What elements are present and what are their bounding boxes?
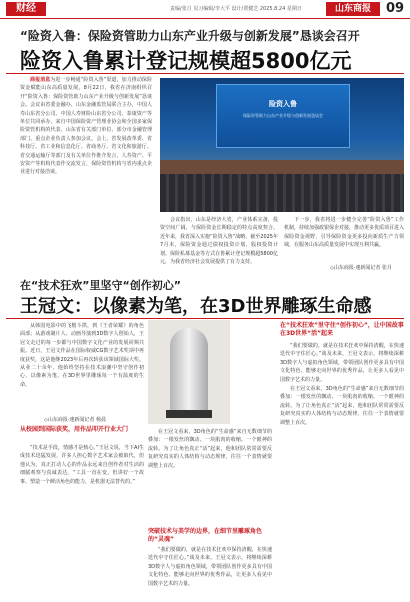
award-trophy-photo (148, 320, 230, 424)
divider (6, 73, 404, 74)
story2-col1-text: 从韩国电影中的飞檐斗拱，到《王者荣耀》的角色面部；从游戏制片人、动画导演到3D数字人创始人，王冠文走过的每一步都与中国数字文化产业的发展同频共振。近日，王冠文作品在国际权威CG数字艺术奖项中再度获奖，这是他继2023年后再次斩获该领域国际大奖。从业二十余年，他始终坚持在技术浪潮中坚守创作初心，以像素为笔，在3D世界里雕琢每一个有温度的生命。 (20, 323, 144, 388)
story2-col3-text: 在王冠文看来，3D角色的“生命感”来自无数细节的叠加：一根发丝的飘动、一块肌肉的收缩、一个眼神的流转。为了让角色真正“活”起来，他和团队常常需要反复研究真实的人体结构与动态规律，往往一个表情就要调整上百次。 (148, 429, 272, 469)
screen-title: 险资入鲁 (269, 100, 297, 108)
newspaper-brand: 山东商报 (326, 2, 380, 16)
story2-column-3 (280, 342, 404, 596)
trophy (170, 328, 208, 412)
page-number: 09 (386, 1, 405, 16)
story2-headline: 王冠文：以像素为笔，在3D世界雕琢生命感 (20, 296, 372, 317)
story2-col4-cont: 在王冠文看来，3D角色的“生命感”来自无数细节的叠加：一根发丝的飘动、一块肌肉的收缩、一个眼神的流转。为了让角色真正“活”起来，他和团队常常需要反复研究真实的人体结构与动态规律，往往一个表情就要调整上百次。 (280, 386, 404, 426)
story1-column-2 (160, 216, 278, 266)
story2-byline: ◇山东商报·速新闻记者 杨晨 (44, 417, 107, 423)
story2-column-1b (20, 444, 144, 596)
story2-col4-text: “我们要做的，就是在技术狂欢中保持清醒，在快速迭代中守住匠心。”谈及未来，王冠文表示，将继续深耕3D数字人与虚拟角色领域，带领团队创作更多具有中国文化特色、能够走向世界的优秀作品，让更多人看见中国数字艺术的力量。 (280, 343, 404, 383)
section-label: 财经 (6, 2, 46, 16)
story2-subheading-1: 从校园到国际获奖，用作品叩开行业大门 (20, 426, 129, 433)
conference-photo (160, 78, 404, 212)
story2-column-1 (20, 322, 144, 414)
story1-col1-text: 为进一步畅通“险资入鲁”渠道，加力推动保险资金赋能山东高质量发展，8月22日，我省在济南组织召开“险资入鲁：保险资管助力山东产业升级与创新发展”恳谈会。会议由省委金融办、山东金融监管局联合主办，中国人寿山东省分公司、中国人寿财险山东省分公司、泰康资产等单位共同承办。来自中国保险资产管理业协会和全国多家保险资管机构的代表，山东省有关部门单位、部分市金融管理部门、重点企业负责人参加会议。会上，省发展改革委、省科技厅、省工业和信息化厅、省商务厅、省文化和旅游厅、省交通运输厅等部门及有关单位作推介发言，人寿资产、平安资产等机构代表作交流发言，保险资管机构与省内重点企业进行对接洽谈。 (20, 77, 152, 176)
story1-lead: 商报消息 (30, 77, 51, 83)
story2-col2b-text: “我们要做的，就是在技术狂欢中保持清醒，在快速迭代中守住匠心。”谈及未来，王冠文表示，将继续深耕3D数字人与虚拟角色领域，带领团队创作更多具有中国文化特色、能够走向世界的优秀作品，让更多人看见中国数字艺术的力量。 (148, 547, 272, 587)
audience (160, 174, 404, 212)
editor-meta: 责编/张月 见习编辑/李大平 设计/贾健芝 2025.8.24 星期日 (170, 6, 302, 12)
story2-column-2 (148, 428, 272, 526)
story1-column-3 (284, 216, 404, 262)
page-header (0, 0, 410, 19)
story1-col3-text: 下一步，我省将进一步健全完善“险资入鲁”工作机制，持续加强政银保企对接，推动更多优质项目进入保险资金视野，引导保险资金更多投向新质生产力领域，在服务山东高质量发展中实现互利共赢。 (284, 217, 405, 249)
screen-subtitle: 保险资管助力山东产业升级与创新发展恳谈会 (243, 113, 323, 118)
story2-subheading-2: 突破技术与美学的边界，在细节里雕琢角色的“灵魂” (148, 528, 263, 543)
story1-kicker: “险资入鲁：保险资管助力山东产业升级与创新发展”恳谈会召开 (20, 29, 360, 43)
stage-screen (216, 84, 350, 148)
story1-col2-text: 会议指出，山东是经济大省，产业体系完备，投资空间广阔，与保险资金长期稳定的特点高度契合。近年来，我省深入实施“险资入鲁”战略，截至2025年7月末，保险资金通过债权投资计划、股权投资计划、保险私募基金等方式在鲁累计登记规模超5800亿元，为我省经济社会发展提供了有力支持。 (160, 217, 278, 266)
story2-subheading-3: 在“技术狂欢”里守住“创作初心”，让中国故事在3D世界“活”起来 (280, 322, 404, 337)
story1-column-1 (20, 76, 152, 260)
story1-headline: 险资入鲁累计登记规模超5800亿元 (20, 49, 352, 73)
trophy-base (166, 410, 212, 418)
story1-byline: ◇山东商报·速新闻记者 张月 (330, 265, 393, 271)
stage-table (160, 160, 404, 174)
divider (6, 318, 404, 319)
story2-kicker: 在“技术狂欢”里坚守“创作初心” (20, 279, 181, 292)
story2-col2-text: “技术是手段，情感才是核心。”王冠文说，当下AI生成技术迅猛发展，许多人担心数字艺术家会被取代，但他认为，真正打动人心的作品永远来自创作者对生活的细腻观察与真诚表达。“工具一直在变，但讲好一个故事、塑造一个鲜活角色的能力，是机器无法替代的。” (20, 445, 144, 485)
story2-column-2b (148, 546, 272, 596)
